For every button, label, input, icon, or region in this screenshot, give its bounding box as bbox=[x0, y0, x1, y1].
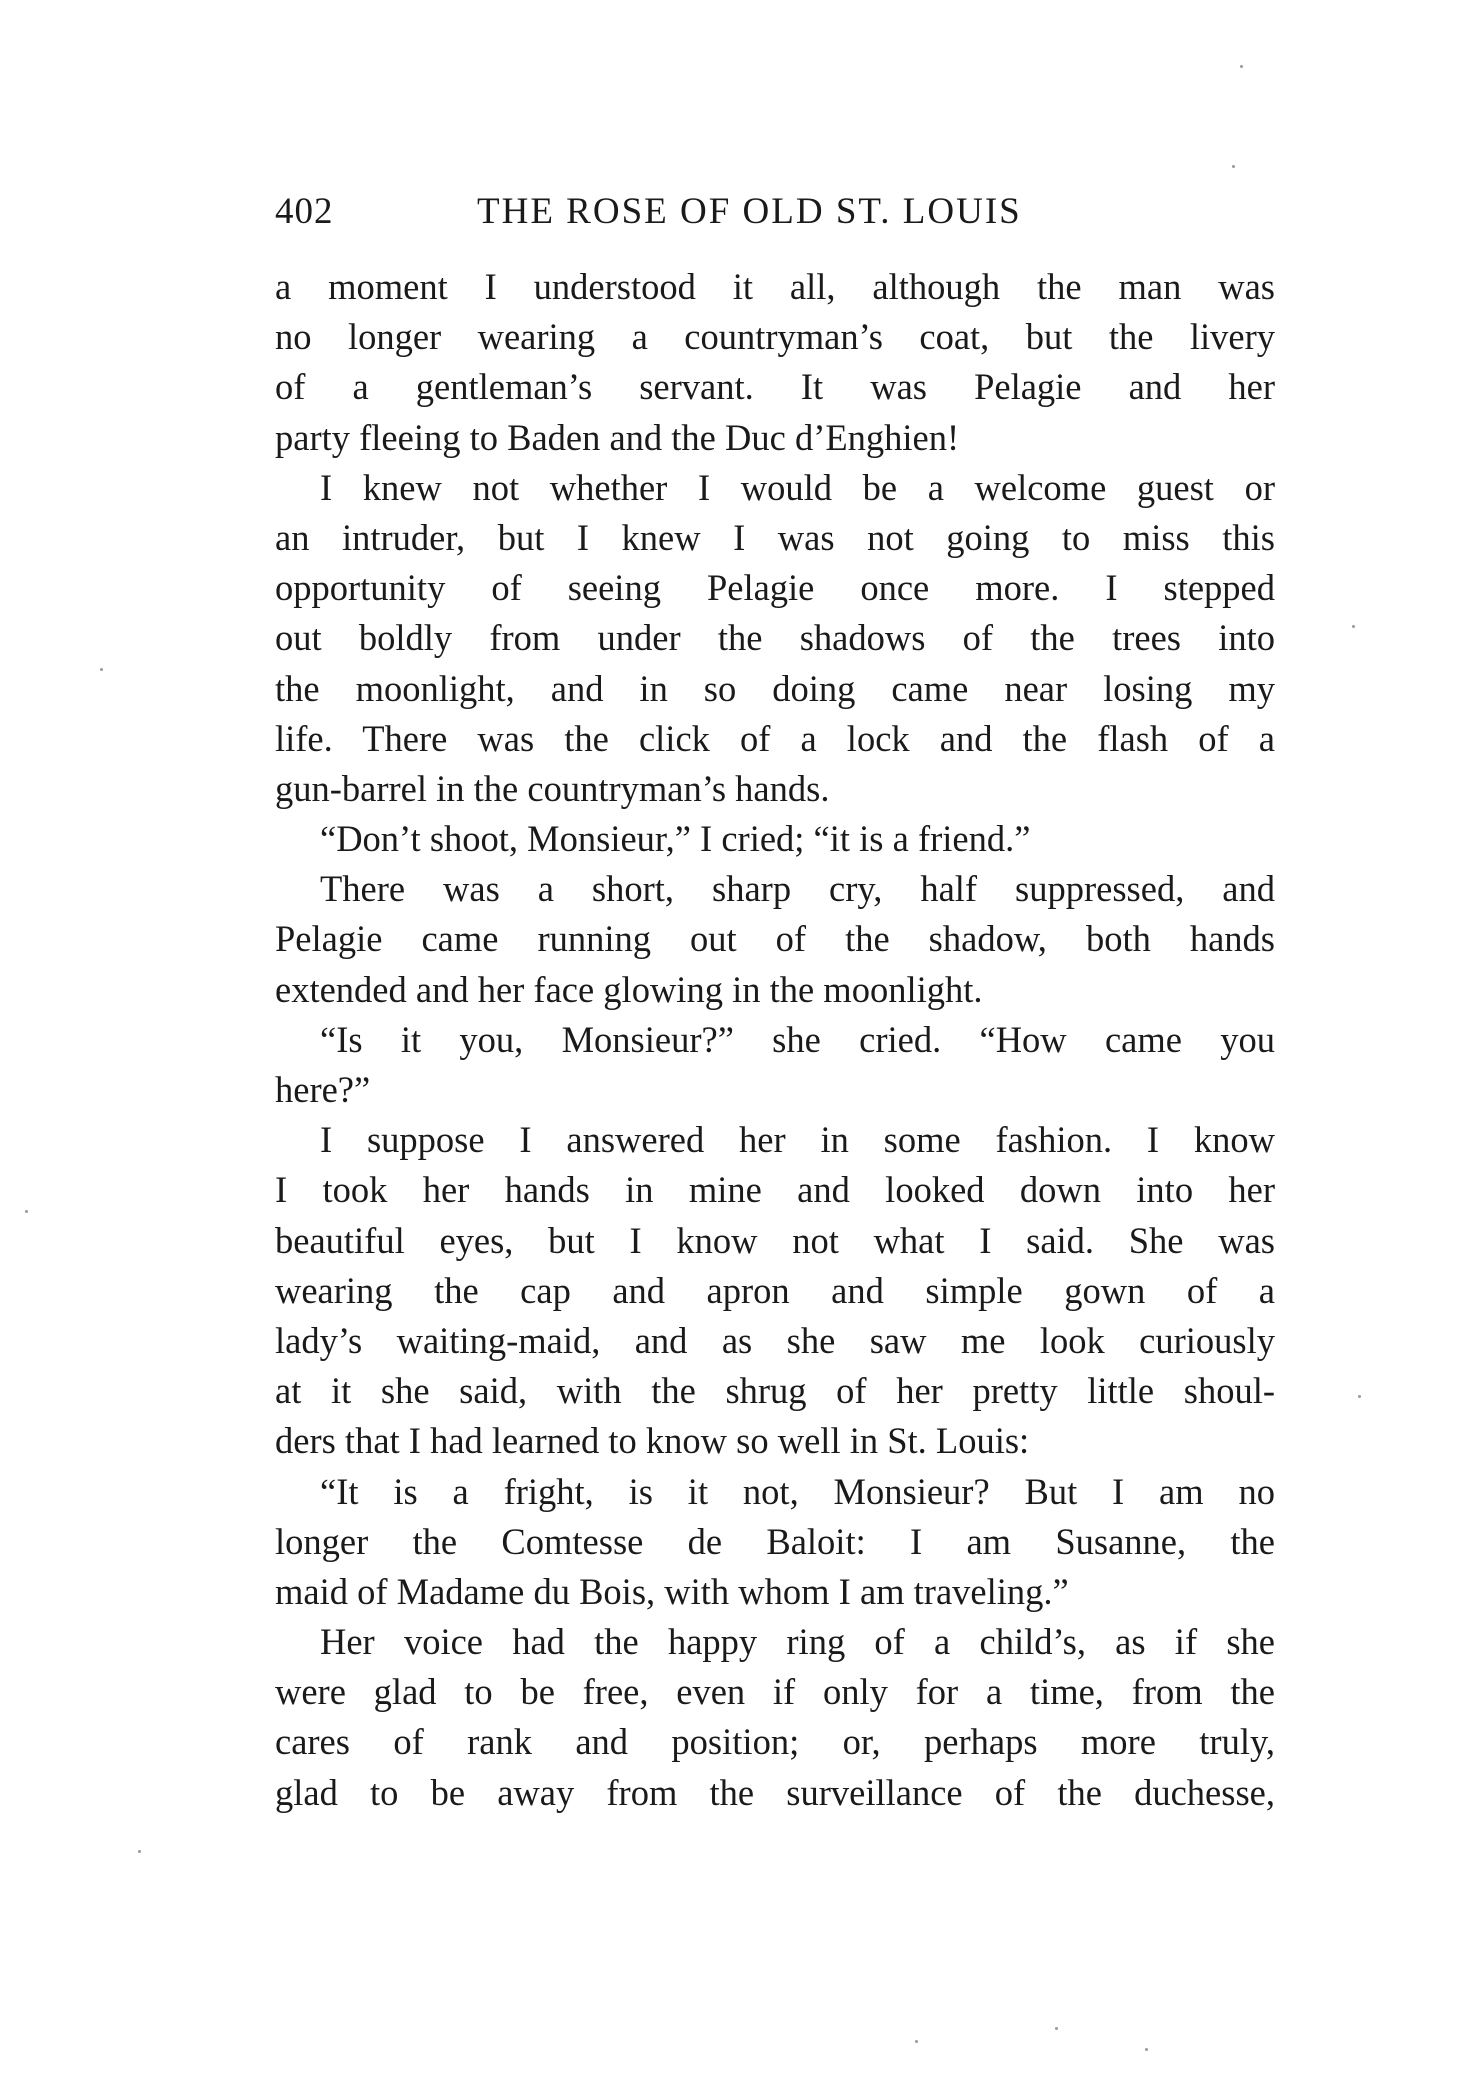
text-line: lady’s waiting-maid, and as she saw me look curiously bbox=[275, 1319, 1275, 1361]
text-line: party fleeing to Baden and the Duc d’Enghien! bbox=[275, 416, 960, 458]
page-number: 402 bbox=[275, 191, 334, 232]
scan-speck bbox=[138, 1850, 141, 1853]
text-line: out boldly from under the shadows of the trees into bbox=[275, 617, 1275, 659]
scan-speck bbox=[1145, 2048, 1148, 2051]
book-title: THE ROSE OF OLD ST. LOUIS bbox=[477, 191, 1022, 232]
text-line: I suppose I answered her in some fashion. I know bbox=[320, 1119, 1275, 1161]
scan-speck bbox=[1232, 165, 1235, 168]
scan-speck bbox=[1055, 2027, 1058, 2030]
text-line: a moment I understood it all, although the man was bbox=[275, 266, 1275, 307]
scan-speck bbox=[25, 1210, 28, 1213]
text-line: There was a short, sharp cry, half suppressed, and bbox=[320, 868, 1275, 910]
scan-speck bbox=[1358, 1395, 1361, 1398]
text-line: were glad to be free, even if only for a time, from the bbox=[275, 1671, 1275, 1713]
text-line: beautiful eyes, but I know not what I said. She was bbox=[275, 1219, 1275, 1261]
text-line: at it she said, with the shrug of her pretty little shoul- bbox=[275, 1370, 1275, 1412]
text-line: of a gentleman’s servant. It was Pelagie and her bbox=[275, 366, 1275, 408]
body-text bbox=[275, 262, 1275, 1818]
text-line: cares of rank and position; or, perhaps more truly, bbox=[275, 1721, 1275, 1763]
text-line: gun-barrel in the countryman’s hands. bbox=[275, 767, 830, 809]
text-line: Her voice had the happy ring of a child’s, as if she bbox=[320, 1621, 1275, 1663]
text-line: ders that I had learned to know so well in St. Louis: bbox=[275, 1420, 1030, 1462]
text-line: the moonlight, and in so doing came near losing my bbox=[275, 667, 1275, 709]
text-line: “Is it you, Monsieur?” she cried. “How came you bbox=[320, 1018, 1275, 1060]
text-line: here?” bbox=[275, 1069, 371, 1110]
scan-speck bbox=[100, 668, 103, 671]
text-line: longer the Comtesse de Baloit: I am Susanne, the bbox=[275, 1520, 1275, 1562]
text-line: I knew not whether I would be a welcome guest or bbox=[320, 466, 1275, 508]
text-line: an intruder, but I knew I was not going to miss this bbox=[275, 516, 1275, 558]
text-line: maid of Madame du Bois, with whom I am traveling.” bbox=[275, 1570, 1069, 1612]
text-line: life. There was the click of a lock and the flash of a bbox=[275, 717, 1275, 759]
text-line: “It is a fright, is it not, Monsieur? But I am no bbox=[320, 1470, 1275, 1512]
text-line: no longer wearing a countryman’s coat, but the livery bbox=[275, 316, 1275, 358]
text-line: wearing the cap and apron and simple gown of a bbox=[275, 1269, 1275, 1311]
text-line: extended and her face glowing in the moonlight. bbox=[275, 968, 983, 1010]
text-line: I took her hands in mine and looked down into her bbox=[275, 1169, 1275, 1211]
running-head bbox=[275, 190, 1275, 240]
text-line: glad to be away from the surveillance of the duchesse, bbox=[275, 1771, 1275, 1813]
scan-speck bbox=[1352, 625, 1355, 628]
scan-speck bbox=[1240, 65, 1243, 68]
text-line: opportunity of seeing Pelagie once more. I stepped bbox=[275, 567, 1275, 609]
scan-speck bbox=[915, 2040, 918, 2043]
text-line: “Don’t shoot, Monsieur,” I cried; “it is a friend.” bbox=[320, 818, 1031, 860]
text-line: Pelagie came running out of the shadow, both hands bbox=[275, 918, 1275, 960]
